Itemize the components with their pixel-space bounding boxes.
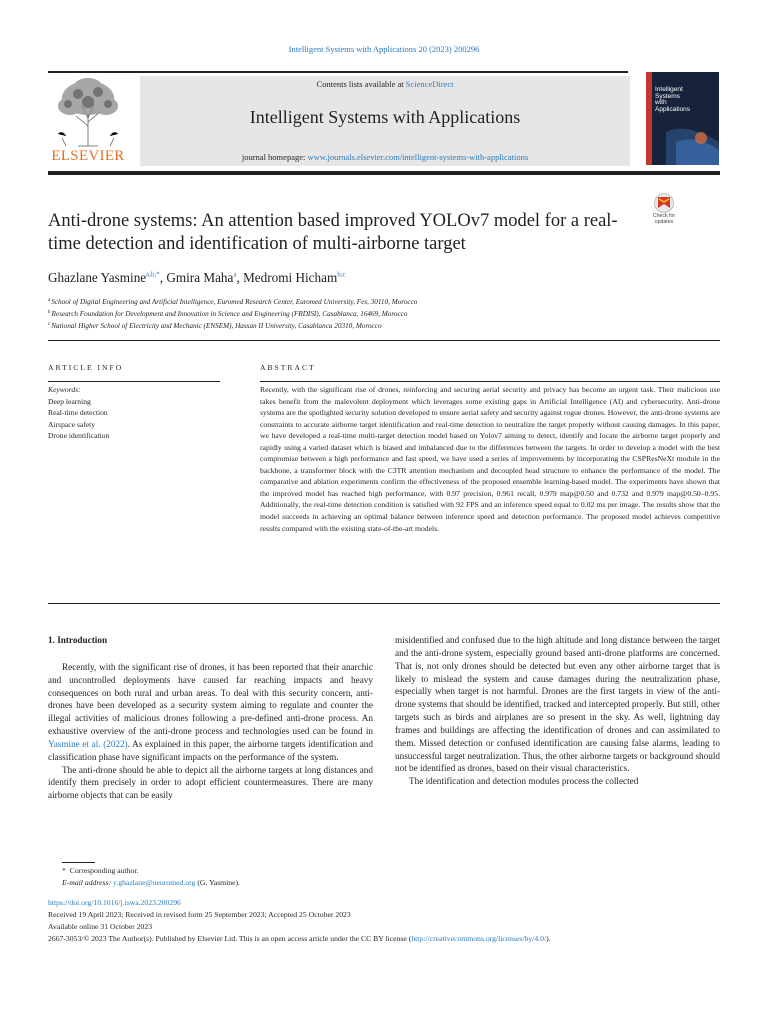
paragraph-text: Recently, with the significant rise of drones, it has been reported that their anarchic and uncontrolled deployments have caused far reaching impacts and heavy consequences on both rural and urban areas. To deal with this security concern, anti-drones have been developed as a security system aiming to regulate and counter the illegal activities of malicious drones following a pre-defined anti-drone process. An exhaustive overview of the anti-drone process and technologies used can be found in <box>48 661 373 737</box>
received-dates: Received 19 April 2023; Received in revised form 25 September 2023; Accepted 25 October 2023 <box>48 910 351 919</box>
keyword-item: Airspace safety <box>48 419 96 429</box>
contents-line <box>140 79 630 89</box>
email-suffix: (G. Yasmine). <box>195 878 241 887</box>
abstract-heading: ABSTRACT <box>260 363 316 372</box>
body-paragraph: The identification and detection modules process the collected <box>409 776 639 787</box>
citation-link[interactable]: Yasmine et al. (2022) <box>48 738 128 749</box>
paper-title: Anti-drone systems: An attention based improved YOLOv7 model for a real-time detection and identification of multi-airborne target <box>48 211 618 254</box>
author-separator: , <box>159 270 167 285</box>
author-separator: , <box>236 270 244 285</box>
article-info-heading: ARTICLE INFO <box>48 363 124 372</box>
footnote-rule <box>62 862 95 863</box>
homepage-label: journal homepage: <box>241 152 308 162</box>
keywords-label: Keywords: <box>48 385 81 394</box>
section-divider <box>48 340 720 341</box>
body-paragraph: The anti-drone should be able to depict all the airborne targets at long distances and identify them precisely in order to adopt efficient countermeasures. There are many airborne objects that can be easily <box>48 764 373 801</box>
affiliation-item <box>48 320 718 332</box>
keyword-item: Deep learning <box>48 396 91 406</box>
affiliation-item <box>48 308 718 320</box>
introduction-heading: 1. Introduction <box>48 635 108 645</box>
section-divider <box>48 603 720 604</box>
header-thick-rule <box>48 171 720 175</box>
affiliation-text: Research Foundation for Development and Innovation in Science and Engineering (FRDISI), Casablanca, 16469, Morocco <box>51 310 408 318</box>
header-top-rule <box>48 71 628 73</box>
affiliation-mark: c <box>48 321 51 327</box>
affiliation-text: National Higher School of Electricity and Mechanic (ENSEM), Hassan II University, Casablanca 20310, Morocco <box>51 322 382 330</box>
running-head[interactable]: Intelligent Systems with Applications 20 (2023) 200296 <box>288 44 480 54</box>
license-link[interactable]: http://creativecommons.org/licenses/by/4.0/ <box>411 934 547 943</box>
author-affiliation-marks[interactable]: b,c <box>337 270 346 279</box>
email-link[interactable]: y.ghazlane@ueuromed.org <box>112 878 196 887</box>
article-metadata <box>48 897 728 945</box>
homepage-line <box>140 152 630 162</box>
available-online: Available online 31 October 2023 <box>48 922 153 931</box>
license-text: 2667-3053/© 2023 The Author(s). Published by Elsevier Ltd. This is an open access article under the CC BY license ( <box>48 934 412 943</box>
license-text: ). <box>546 934 551 943</box>
license-line <box>48 933 728 945</box>
keyword-item: Real-time detection <box>48 408 108 417</box>
check-updates-icon <box>645 193 683 215</box>
author-name: Ghazlane Yasmine <box>48 270 147 285</box>
tree-logo-icon <box>48 76 128 148</box>
check-updates-line: updates <box>654 218 674 225</box>
author-affiliation-marks[interactable]: a,b,* <box>146 270 160 279</box>
journal-title: Intelligent Systems with Applications <box>249 107 521 127</box>
affiliation-mark: b <box>48 309 51 315</box>
contents-prefix: Contents lists available at <box>316 79 406 89</box>
abstract-rule <box>260 381 720 382</box>
body-paragraph: misidentified and confused due to the high altitude and long distance between the target and the anti-drone system, especially ground based anti-drone platforms are concerned. That is, not only drones should be detected but even any other airborne target that is likely to mislead the system and cause damages during the neutralization phase, especially when target is not harmful. Drones are the first targets in view of the anti-drone systems that should be identified, tracked and intercepted properly. But still, other targets such as birds and airplanes are so present in the sky. As well, lightning day frames and buildings are affecting the identification of drones and can assimilated to them. Missed detection or confused identification are causing false alarms, leading to unsuccessful target neutralization. Thus, the other airborne targets or background should not be identified as drones, based on their visual characteristics. <box>395 635 720 774</box>
email-note <box>48 877 728 889</box>
body-column-left <box>48 634 373 802</box>
journal-cover[interactable] <box>646 72 719 165</box>
affiliation-item <box>48 296 718 308</box>
publisher-name: ELSEVIER <box>51 148 125 164</box>
cover-title-line: Applications <box>655 105 691 113</box>
doi-link[interactable]: https://doi.org/10.1016/j.iswa.2023.200296 <box>48 898 181 907</box>
author-list <box>48 270 346 286</box>
author-name: Gmira Maha <box>166 270 234 285</box>
cover-title <box>655 87 713 113</box>
affiliation-mark: a <box>48 297 51 303</box>
abstract-text: Recently, with the significant rise of drones, reinforcing and securing aerial security and privacy has become an urgent task. Their malicious use takes benefit from the malevolent deployment which leverages some existing gaps in Artificial Intelligence (AI) and cybersecurity. Anti-drone systems are the spotlighted security solution developed to ensure aerial safety and security against rogue drones. However, the anti-drone systems are constraints to accurate airborne target identification and real-time detection to neutralize the target properly without causing damages. In this paper, we have developed a real-time multi-target detection model based on Yolov7 aiming to detect, identify and locate the airborne target properly and rapidly using a varied dataset which is biased and imbalanced due to the differences between the targets. In order to develop a model with the best compromise between a high performance and fast speed, we have used a series of improvements by incorporating the CSPResNeXt module in the backbone, a transformer block with the C3TR attention mechanism and decoupled head structure to enhance the performance of the model. The comparative and ablation experiments confirm the effectiveness of the proposed ensemble learning-based model. The experiments have shown that the improved model has reached high performance, with 0.97 precision, 0.961 recall, 0.979 map@0.50 and 0.732 and 0.979 map@0.50–0.95. Additionally, the real-time detection condition is satisfied with 92 FPS and an inference speed equal to 0.02 ms per image. The results show that the model succeeds in achieving an optimal balance between inference speed and detection performance. The proposed model achieves competitive results compared with the existing state-of-the-art models. <box>260 385 720 533</box>
check-updates-line: Check for <box>652 213 676 219</box>
journal-masthead <box>140 76 630 166</box>
cover-title-line: Systems <box>655 92 680 100</box>
keyword-item: Drone identification <box>48 431 110 440</box>
publisher-logo[interactable] <box>48 76 128 164</box>
sciencedirect-link[interactable]: ScienceDirect <box>405 79 454 89</box>
check-for-updates-button[interactable] <box>645 193 683 229</box>
body-column-right <box>395 634 720 788</box>
article-info-rule <box>48 381 220 382</box>
author-affiliation-marks[interactable]: a <box>233 270 237 279</box>
author-name: Medromi Hicham <box>243 270 338 285</box>
body-paragraph <box>48 661 373 764</box>
paragraph-text: . As explained in this paper, the airborne targets identification and classification phase have significant impacts on the performance of the system. <box>48 738 373 762</box>
affiliation-text: School of Digital Engineering and Artificial Intelligence, Euromed Research Center, Euromed University, Fes, 30110, Morocco <box>51 298 418 306</box>
cover-title-line: with <box>655 99 667 107</box>
keywords-block <box>48 384 220 442</box>
cover-title-line: Intelligent <box>655 86 683 93</box>
homepage-link[interactable]: www.journals.elsevier.com/intelligent-systems-with-applications <box>307 152 529 162</box>
footnote-text: Corresponding author. <box>69 866 139 875</box>
corresponding-author-note <box>48 865 728 877</box>
affiliations <box>48 296 718 332</box>
footnotes <box>48 865 728 945</box>
check-updates-label <box>645 214 683 225</box>
email-label: E-mail address: <box>62 878 113 887</box>
footnote-mark: * <box>62 866 66 875</box>
